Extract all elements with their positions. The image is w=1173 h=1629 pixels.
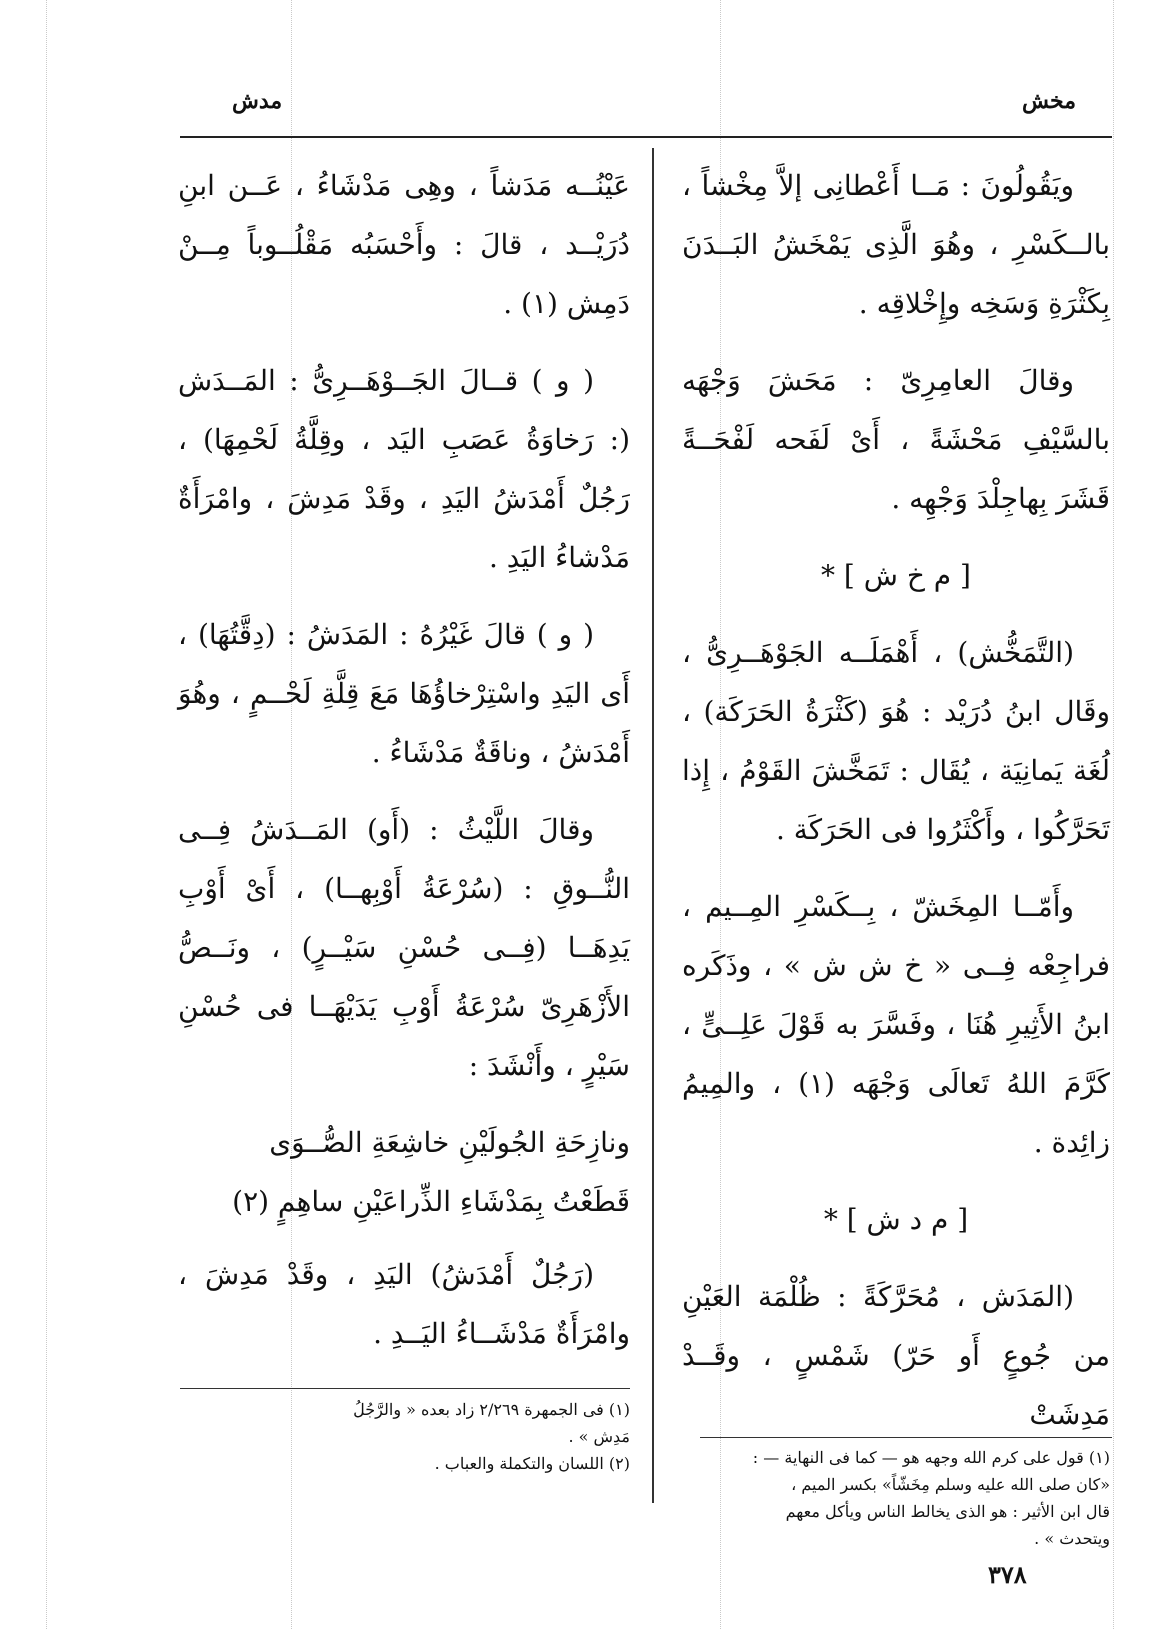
page-number: ٣٧٨ [988, 1560, 1027, 1589]
scan-guide-line [46, 0, 47, 1629]
verse-line: ونازِحَةِ الجُولَيْنِ خاشِعَةِ الصُّــوَى [269, 1126, 630, 1159]
footnote-line: مَدِش » . [568, 1427, 630, 1446]
footnote-rule [180, 1388, 630, 1389]
footnote-line: «كان صلى الله عليه وسلم مِخَشّاً» بكسر الميم ، [791, 1475, 1110, 1494]
paragraph: ويَقُولُونَ : مَــا أَعْطانِى إلاَّ مِخْشاً ، بالــكَسْرِ ، وهُوَ الَّذِى يَمْخَشُ البَــدَنَ بِكَثْرَةِ وَسَخِه وإِخْلاقِه . [682, 169, 1110, 320]
paragraph: (التَّمَخُّش) ، أَهْمَلَــه الجَوْهَــرِىُّ ، وقَال ابنُ دُرَيْد : هُوَ (كَثْرَةُ الحَرَكَة) ، لُغَة يَمانِيَة ، يُقَال : تَمَخَّشَ القَوْمُ ، إِذا تَحَرَّكُوا ، وأَكْثَرُوا فى الحَرَكَة . [682, 636, 1110, 846]
scan-guide-line [1113, 0, 1114, 1629]
verse-line: قَطَعْتُ بِمَدْشَاءِ الذِّراعَيْنِ ساهِمٍ (٢) [232, 1185, 630, 1218]
footnotes-left [178, 1396, 630, 1477]
running-head-right: مخش [1022, 88, 1077, 114]
paragraph: ( و ) قالَ غَيْرُهُ : المَدَشُ : (دِقَّتُهَا) ، أَى اليَدِ واسْتِرْخاؤُهَا مَعَ قِلَّةِ لَحْــمٍ ، وهُوَ أَمْدَشُ ، وناقَةٌ مَدْشَاءُ . [178, 618, 630, 769]
paragraph: (المَدَش ، مُحَرَّكَةً : ظُلْمَة العَيْنِ من جُوعٍ أَو حَرّ) شَمْسٍ ، وقَــدْ مَدِشَتْ [682, 1280, 1110, 1431]
paragraph: وقالَ اللَّيْثُ : (أَو) المَــدَشُ فِــى النُّــوقِ : (سُرْعَةُ أَوْبِهــا) ، أَىْ أَوْبِ يَدِهَــا (فِــى حُسْنِ سَيْــرٍ) ، ونَــصُّ الأَزْهَرِىّ سُرْعَةُ أَوْبِ يَدَيْهَــا فى حُسْنِ سَيْرٍ ، وأَنْشَدَ : [178, 813, 630, 1082]
footnote-line: ويتحدث » . [1034, 1529, 1110, 1548]
footnote-rule [700, 1437, 1112, 1438]
paragraph: وأَمّــا المِخَشّ ، بِــكَسْرِ المِــيم ، فراجِعْه فِــى « خ ش ش » ، وذَكَره ابنُ الأَثِيرِ هُنَا ، وفَسَّرَ به قَوْلَ عَلِــىٍّ ، كَرَّمَ اللهُ تَعالَى وَجْهَه (١) ، والمِيمُ زائِدة . [682, 890, 1110, 1159]
paragraph: وقالَ العامِرِىّ : مَحَشَ وَجْهَه بالسَّيْفِ مَحْشَةً ، أَىْ لَفَحه لَفْحَــةً قَشَرَ بِهاجِلْدَ وَجْهِه . [682, 364, 1110, 515]
footnote-line: (١) فى الجمهرة ٢/٢٦٩ زاد بعده « والرَّجُلُ [353, 1400, 630, 1419]
entry-heading: [ م خ ش ] * [821, 559, 971, 592]
footnote-line: قال ابن الأثير : هو الذى يخالط الناس ويأكل معهم [785, 1502, 1110, 1521]
header-rule [180, 136, 1112, 138]
running-head-left: مدش [232, 88, 283, 114]
footnotes-right [682, 1444, 1110, 1552]
column-divider [652, 148, 654, 1503]
paragraph: (رَجُلٌ أَمْدَشُ) اليَدِ ، وقَدْ مَدِشَ ، وامْرَأَةٌ مَدْشَــاءُ اليَــدِ . [178, 1258, 630, 1350]
right-column [682, 156, 1110, 1462]
paragraph: ( و ) قــالَ الجَــوْهَــرِىُّ : المَــدَش (: رَخاوَةُ عَصَبِ اليَد ، وقِلَّةُ لَحْمِهَا) ، رَجُلٌ أَمْدَشُ اليَدِ ، وقَدْ مَدِشَ ، وامْرَأَةٌ مَدْشاءُ اليَدِ . [178, 364, 630, 574]
entry-heading: [ م د ش ] * [823, 1203, 969, 1236]
footnote-line: (٢) اللسان والتكملة والعباب . [434, 1454, 630, 1473]
footnote-line: (١) قول على كرم الله وجهه هو — كما فى النهاية — : [752, 1448, 1110, 1467]
paragraph: عَيْنُــه مَدَشاً ، وهِى مَدْشَاءُ ، عَــن ابنِ دُرَيْــد ، قالَ : وأَحْسَبُه مَقْلُــوباً مِــنْ دَمِش (١) . [178, 169, 630, 320]
left-column [178, 156, 630, 1381]
